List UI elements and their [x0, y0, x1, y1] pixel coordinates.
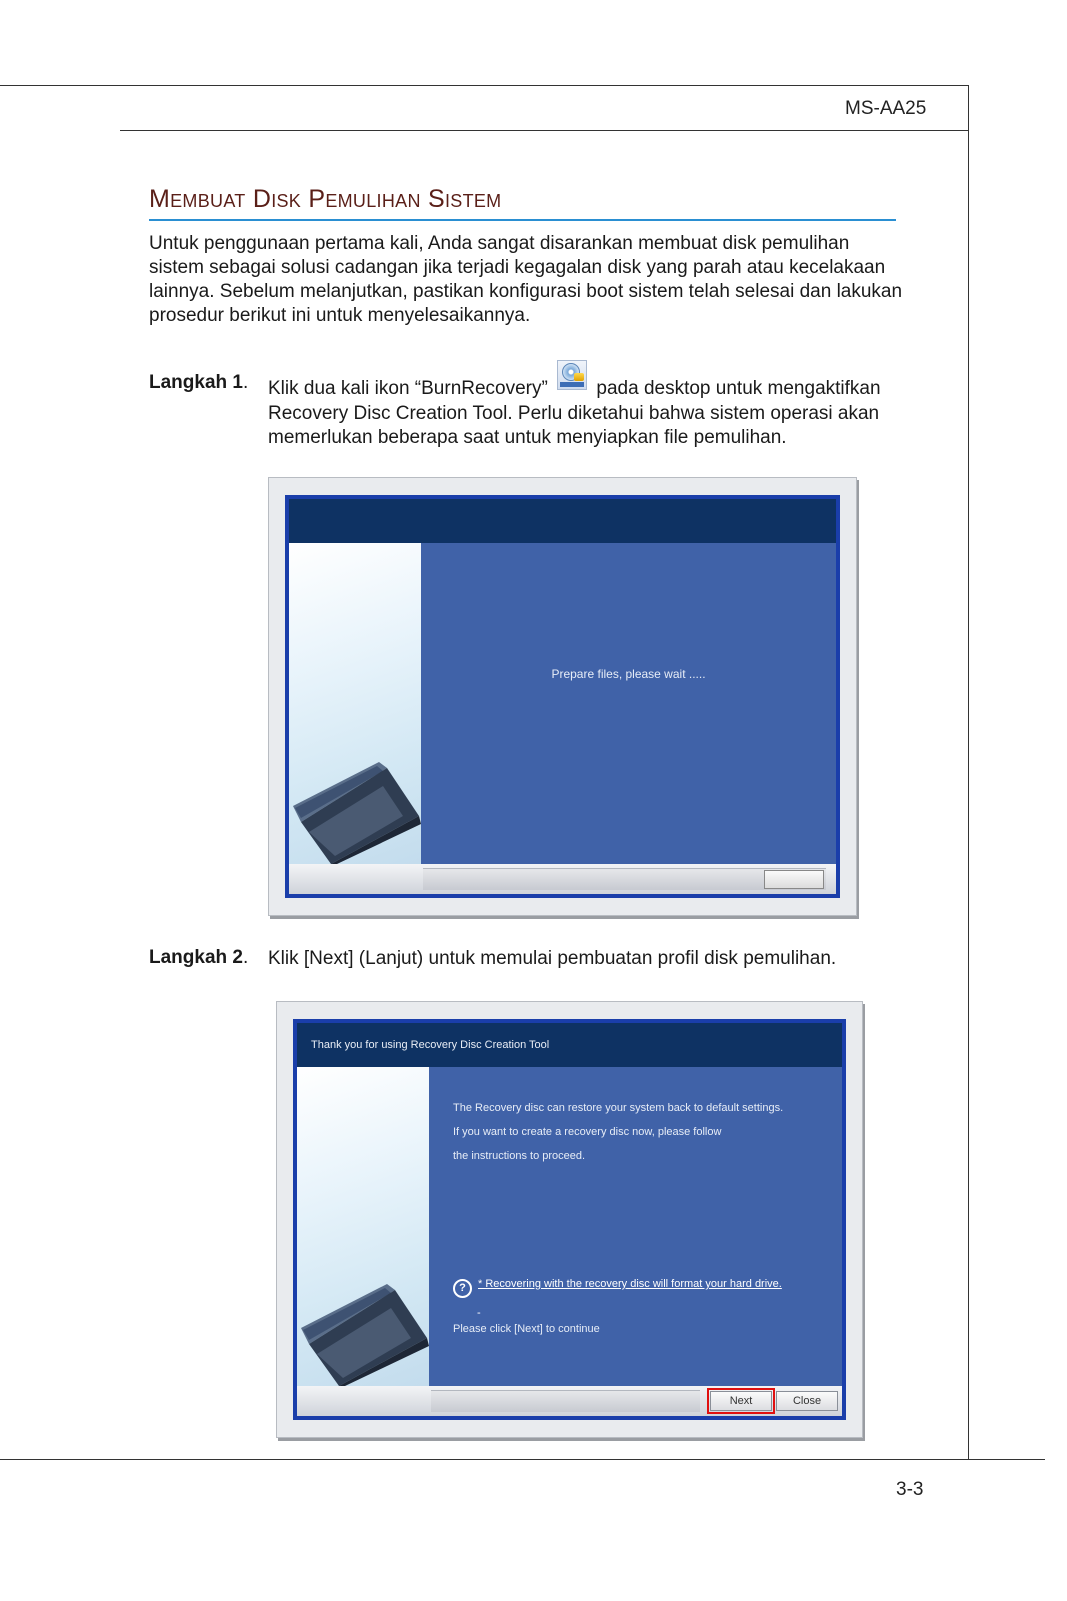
laptop-image [299, 1246, 429, 1386]
sidebar-laptop-image [289, 543, 421, 864]
header-rule [120, 130, 969, 131]
info-line-2: If you want to create a recovery disc now, please follow [453, 1126, 722, 1138]
dialog-footer [297, 1386, 842, 1416]
burn-recovery-icon [557, 360, 587, 390]
separator-mark: - [477, 1307, 481, 1319]
format-warning[interactable] [453, 1278, 782, 1298]
disabled-button [764, 870, 824, 889]
dialog-window [285, 495, 840, 898]
step1-label: Langkah 1. [149, 372, 249, 393]
dialog-main-panel [429, 1067, 842, 1386]
step1-text-after: pada desktop untuk mengaktifkan Recovery Disc Creation Tool. Perlu diketahui bahwa sistem operasi akan memerlukan beberapa saat untuk menyiapkan file pemulihan. [268, 378, 881, 448]
info-line-3: the instructions to proceed. [453, 1150, 586, 1162]
dialog-title-bar: Thank you for using Recovery Disc Creation Tool [297, 1023, 842, 1067]
dialog-main-panel [421, 543, 836, 864]
step2-label: Langkah 2. [149, 947, 249, 968]
right-rule [968, 85, 969, 1460]
continue-instruction: Please click [Next] to continue [453, 1323, 600, 1335]
sidebar-laptop-image [297, 1067, 429, 1386]
step1-text [268, 372, 908, 450]
model-label: MS-AA25 [845, 98, 927, 119]
dialog-title-bar [289, 499, 836, 543]
screenshot-prepare-files [268, 477, 857, 916]
progress-bar [431, 1390, 700, 1412]
step1-text-before: Klik dua kali ikon “BurnRecovery” [268, 378, 548, 399]
bottom-rule [0, 1459, 1045, 1460]
section-title: Membuat Disk Pemulihan Sistem [149, 185, 502, 213]
top-rule [0, 85, 969, 86]
close-button[interactable]: Close [776, 1391, 838, 1411]
info-line-1: The Recovery disc can restore your system back to default settings. [453, 1102, 784, 1114]
screenshot-welcome-dialog [276, 1001, 863, 1438]
prepare-files-message: Prepare files, please wait ..... [551, 667, 706, 681]
dialog-window [293, 1019, 846, 1420]
step2-text: Klik [Next] (Lanjut) untuk memulai pembuatan profil disk pemulihan. [268, 948, 837, 969]
page-number: 3-3 [896, 1479, 924, 1500]
title-underline [149, 219, 896, 221]
help-icon: ? [453, 1279, 472, 1298]
dialog-footer [289, 864, 836, 894]
next-button[interactable]: Next [710, 1391, 772, 1411]
intro-paragraph: Untuk penggunaan pertama kali, Anda sangat disarankan membuat disk pemulihan sistem sebagai solusi cadangan jika terjadi kegagalan disk yang parah atau kecelakaan lainnya. Sebelum melanjutkan, pastikan konfigurasi boot sistem telah selesai dan lakukan prosedur berikut ini untuk menyelesaikannya. [149, 233, 903, 326]
laptop-image [291, 724, 421, 864]
format-warning-link[interactable]: * Recovering with the recovery disc will format your hard drive. [478, 1278, 782, 1290]
